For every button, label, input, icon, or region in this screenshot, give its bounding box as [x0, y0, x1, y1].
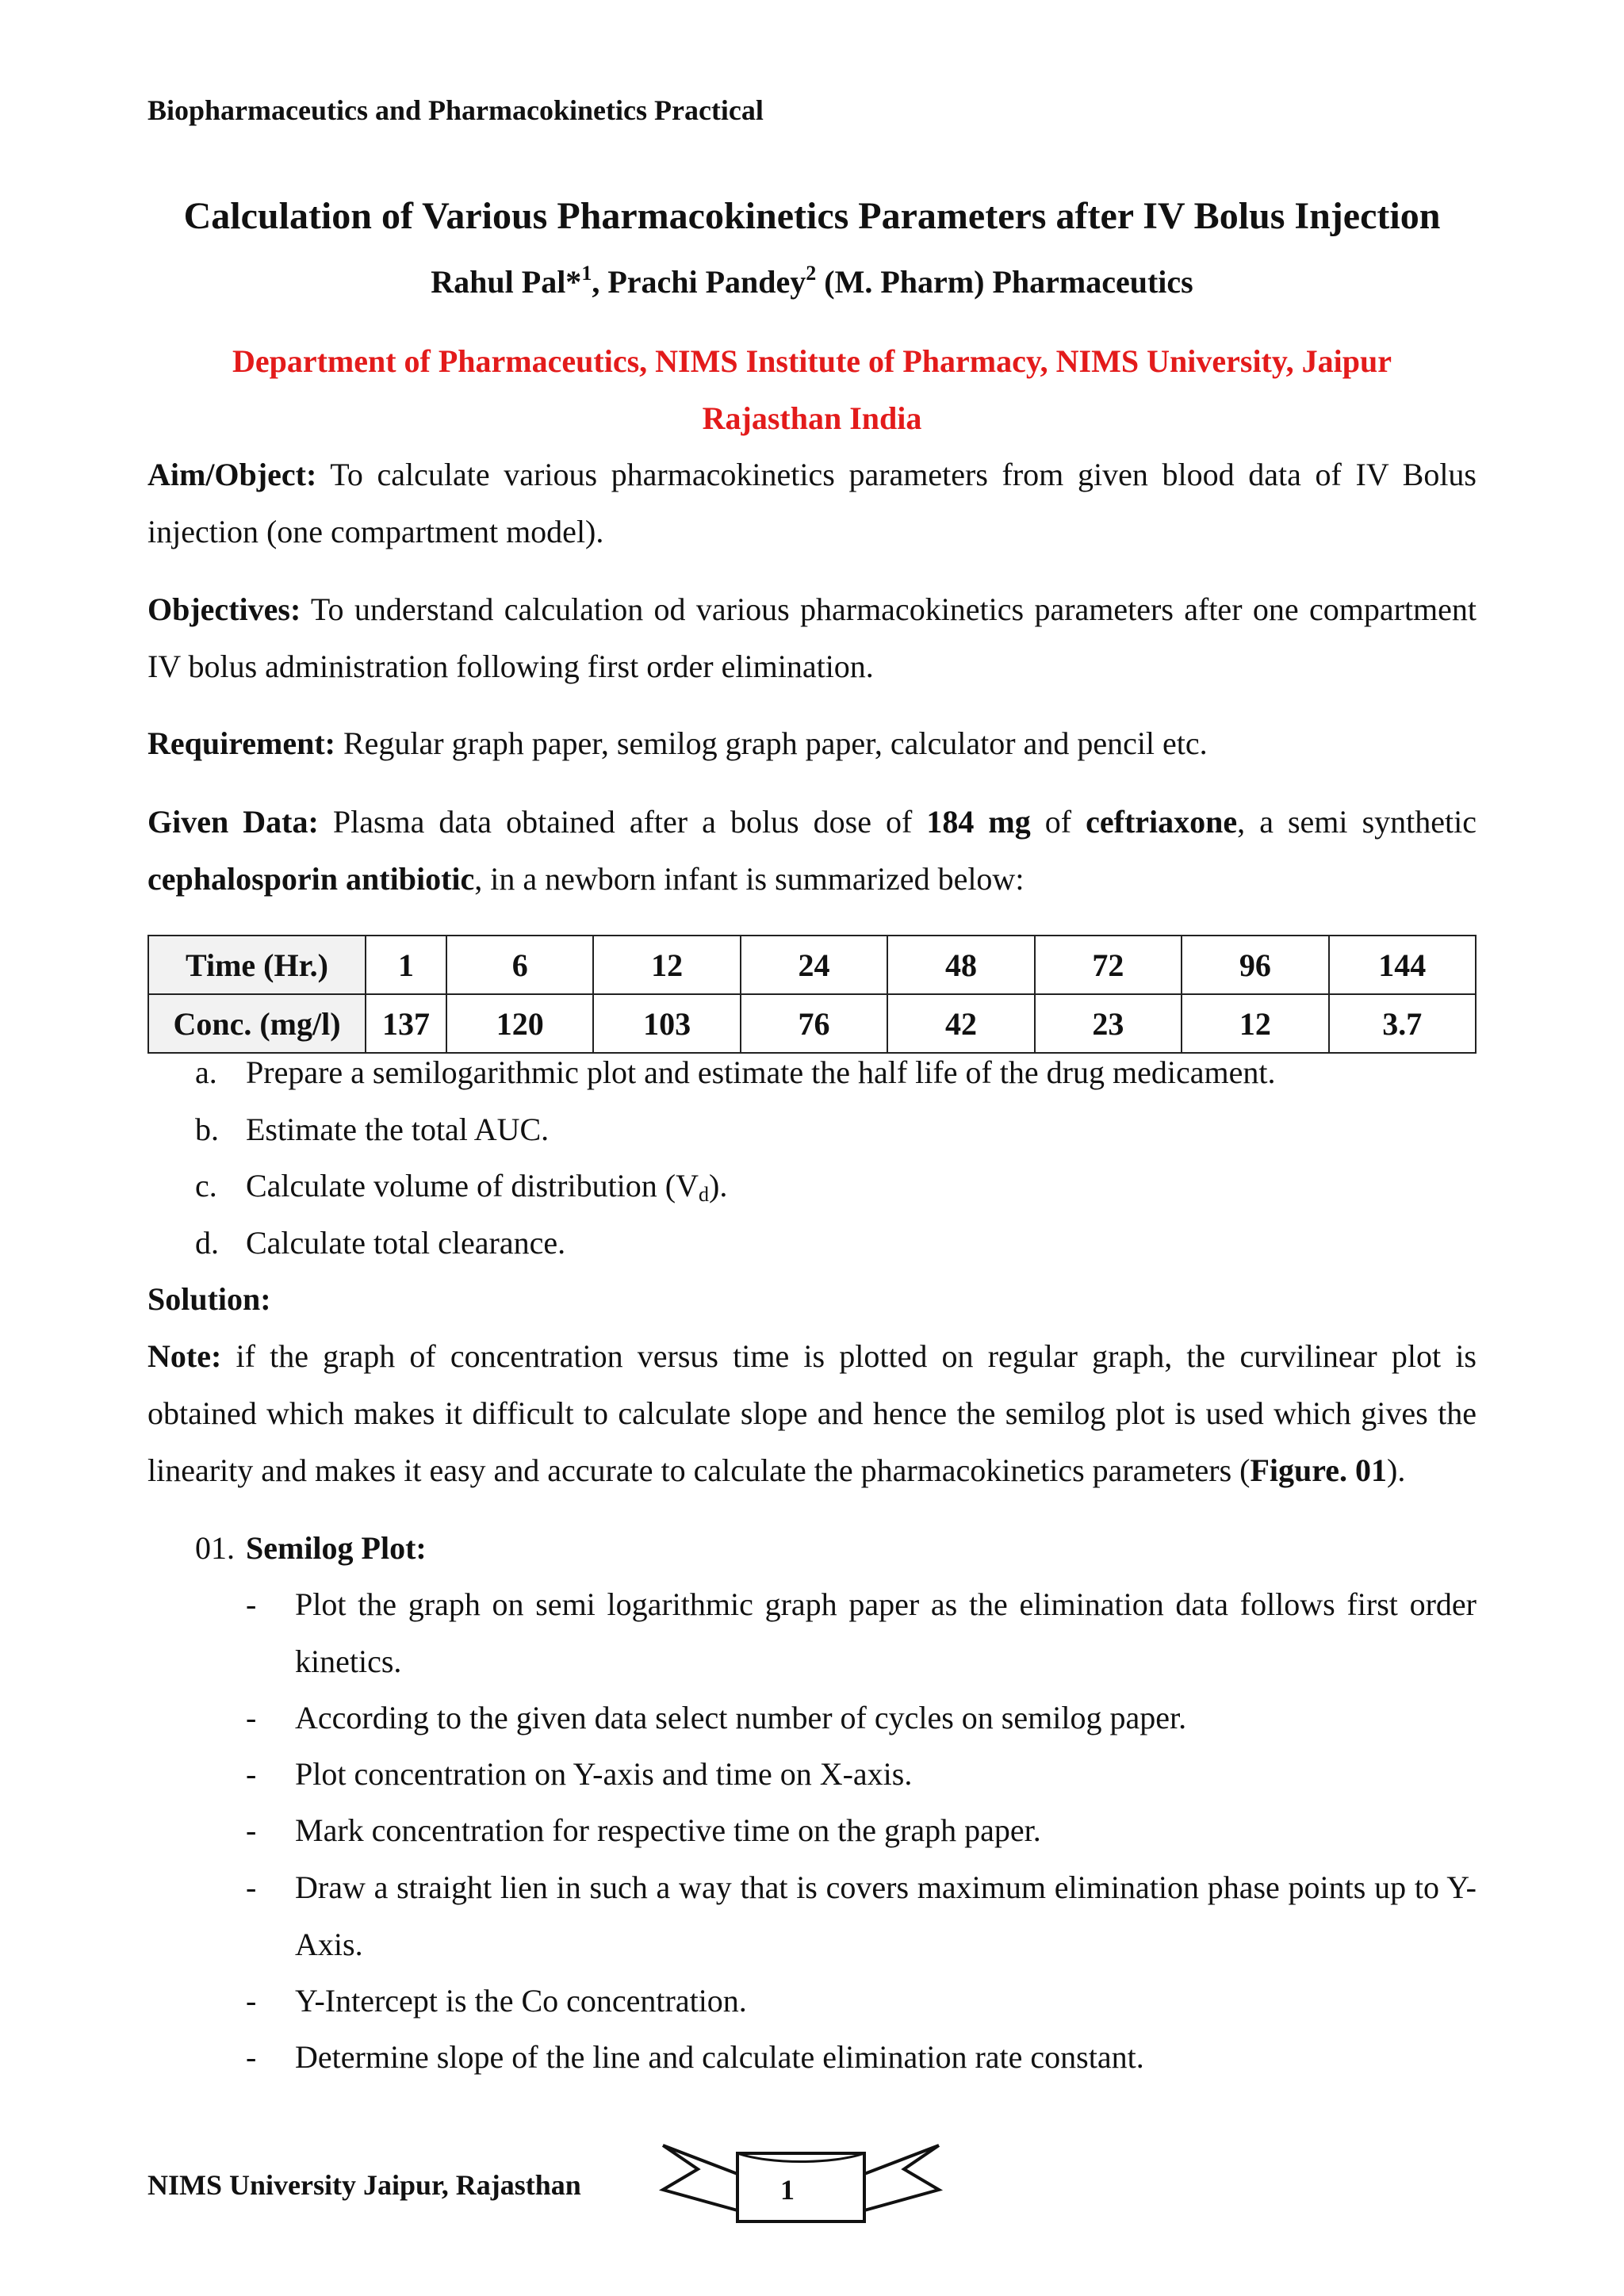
table-cell: 12: [1182, 994, 1328, 1053]
affiliation-line-1: Department of Pharmaceutics, NIMS Institute of Pharmacy, NIMS University, Jaipur: [232, 343, 1392, 379]
list-item-text: [246, 1158, 727, 1223]
list-marker: b.: [195, 1112, 219, 1147]
table-cell: 3.7: [1329, 994, 1476, 1053]
subscript-d: d: [699, 1183, 709, 1206]
table-cell: 1: [366, 936, 446, 994]
table-cell: 48: [887, 936, 1034, 994]
list-item: [195, 1215, 1477, 1272]
list-item-text: Plot concentration on Y-axis and time on X-axis.: [295, 1756, 913, 1792]
note-label: Note:: [147, 1338, 222, 1374]
table-cell: 76: [741, 994, 887, 1053]
given-data-text-2: of: [1030, 804, 1086, 840]
list-item: [246, 1859, 1477, 1973]
drug-name: ceftriaxone: [1086, 804, 1238, 840]
footer-text: NIMS University Jaipur, Rajasthan: [147, 2169, 581, 2201]
figure-reference: Figure. 01: [1250, 1452, 1388, 1488]
list-item: [195, 1158, 1477, 1215]
list-item: [246, 1802, 1477, 1859]
section-number: 01.: [195, 1530, 235, 1566]
page-title: Calculation of Various Pharmacokinetics Parameters after IV Bolus Injection: [183, 195, 1441, 237]
author-1-affiliation-sup: 1: [581, 262, 592, 285]
table-cell: 12: [593, 936, 740, 994]
requirement-paragraph: [147, 715, 1477, 772]
list-item: [246, 1746, 1477, 1803]
aim-label: Aim/Object:: [147, 457, 317, 492]
note-end: ).: [1387, 1452, 1406, 1488]
drug-class: cephalosporin antibiotic: [147, 861, 475, 897]
given-data-text-4: , in a newborn infant is summarized below:: [474, 861, 1025, 897]
list-item: [195, 1101, 1477, 1158]
list-marker: -: [246, 1983, 257, 2019]
list-item-text: Y-Intercept is the Co concentration.: [295, 1983, 747, 2019]
table-cell: 103: [593, 994, 740, 1053]
given-data-text-3: , a semi synthetic: [1237, 804, 1477, 840]
plasma-data-table: [147, 935, 1477, 1054]
list-item-text-post: ).: [709, 1168, 728, 1203]
authors-suffix: (M. Pharm) Pharmaceutics: [816, 264, 1193, 300]
list-item-text: Determine slope of the line and calculate elimination rate constant.: [295, 2039, 1144, 2075]
list-item-text-pre: Calculate volume of distribution (V: [246, 1168, 699, 1203]
list-item-text: Calculate total clearance.: [246, 1225, 566, 1261]
table-cell: 23: [1035, 994, 1182, 1053]
list-marker: d.: [195, 1225, 219, 1261]
table-header-time: Time (Hr.): [148, 936, 366, 994]
solution-heading: Solution:: [147, 1281, 271, 1317]
requirement-label: Requirement:: [147, 725, 335, 761]
given-data-paragraph: [147, 794, 1477, 908]
table-cell: 42: [887, 994, 1034, 1053]
author-2-name: Prachi Pandey: [607, 264, 806, 300]
list-item-text: Plot the graph on semi logarithmic graph paper as the elimination data follows first order kinetics.: [295, 1586, 1477, 1679]
list-item-text: Mark concentration for respective time on the graph paper.: [295, 1812, 1041, 1848]
dose-value: 184 mg: [926, 804, 1031, 840]
list-marker: -: [246, 1586, 257, 1622]
affiliation-line-2: Rajasthan India: [702, 400, 922, 436]
section-heading: [195, 1520, 1477, 1577]
objectives-text: To understand calculation od various pharmacokinetics parameters after one compartment IV bolus administration following first order elimination.: [147, 591, 1477, 684]
author-2-affiliation-sup: 2: [806, 262, 817, 285]
list-marker: -: [246, 2039, 257, 2075]
table-cell: 24: [741, 936, 887, 994]
table-header-conc: Conc. (mg/l): [148, 994, 366, 1053]
list-item-text: According to the given data select number of cycles on semilog paper.: [295, 1700, 1187, 1735]
running-header: Biopharmaceutics and Pharmacokinetics Practical: [147, 94, 764, 126]
list-item: [246, 1576, 1477, 1690]
list-item: [246, 2029, 1477, 2086]
list-marker: a.: [195, 1054, 217, 1090]
list-item-text: Prepare a semilogarithmic plot and estimate the half life of the drug medicament.: [246, 1054, 1276, 1090]
table-cell: 6: [446, 936, 593, 994]
table-cell: 144: [1329, 936, 1476, 994]
list-marker: -: [246, 1812, 257, 1848]
list-marker: -: [246, 1869, 257, 1905]
table-cell: 96: [1182, 936, 1328, 994]
table-cell: 72: [1035, 936, 1182, 994]
note-text: if the graph of concentration versus time is plotted on regular graph, the curvilinear plot is obtained which makes it difficult to calculate slope and hence the semilog plot is used which gives the linearity and makes it easy and accurate to calculate the pharmacokinetics parameters (: [147, 1338, 1477, 1488]
authors-line: [0, 262, 1624, 300]
list-item: [246, 1689, 1477, 1747]
note-paragraph: [147, 1328, 1477, 1499]
list-item-text: Draw a straight lien in such a way that is covers maximum elimination phase points up to Y-Axis.: [295, 1869, 1477, 1962]
objectives-paragraph: [147, 581, 1477, 695]
list-item: [246, 1973, 1477, 2030]
section-title: Semilog Plot:: [246, 1530, 427, 1566]
given-data-text-1: Plasma data obtained after a bolus dose of: [318, 804, 927, 840]
author-1-name: Rahul Pal*: [431, 264, 582, 300]
list-marker: c.: [195, 1168, 217, 1203]
list-marker: -: [246, 1756, 257, 1792]
author-separator: ,: [592, 264, 608, 300]
objectives-label: Objectives:: [147, 591, 301, 627]
given-data-label: Given Data:: [147, 804, 319, 840]
list-item-text: Estimate the total AUC.: [246, 1112, 550, 1147]
table-cell: 120: [446, 994, 593, 1053]
aim-paragraph: [147, 446, 1477, 561]
page-number: 1: [780, 2174, 795, 2206]
requirement-text: Regular graph paper, semilog graph paper, calculator and pencil etc.: [335, 725, 1208, 761]
table-cell: 137: [366, 994, 446, 1053]
list-item: [195, 1044, 1477, 1101]
list-marker: -: [246, 1700, 257, 1735]
aim-text: To calculate various pharmacokinetics parameters from given blood data of IV Bolus injection (one compartment model).: [147, 457, 1477, 549]
table-row-time: [148, 936, 1476, 994]
